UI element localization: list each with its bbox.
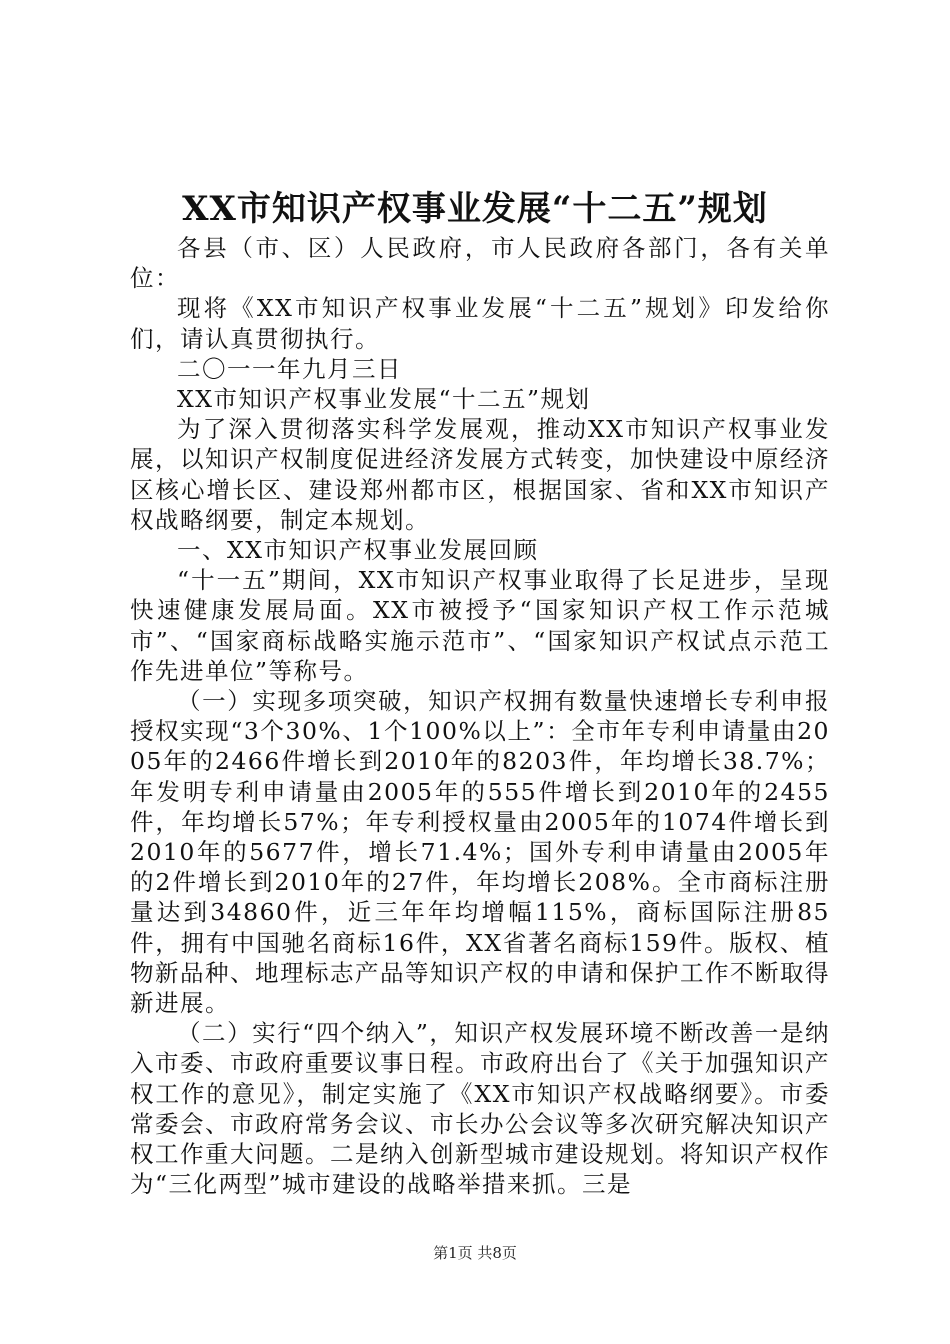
paragraph-review: “十一五”期间，XX市知识产权事业取得了长足进步，呈现快速健康发展局面。XX市被授予“国家知识产权工作示范城市”、“国家商标战略实施示范市”、“国家知识产权试点示范工作先进单位”等称号。 (130, 566, 830, 685)
document-body (130, 233, 830, 1200)
document-title: XX市知识产权事业发展“十二五”规划 (182, 189, 768, 229)
page-footer: 第1页 共8页 (433, 1244, 517, 1262)
section-heading-review: 一、XX市知识产权事业发展回顾 (177, 536, 539, 565)
paragraph-intro: 为了深入贯彻落实科学发展观，推动XX市知识产权事业发展，以知识产权制度促进经济发展方式转变，加快建设中原经济区核心增长区、建设郑州都市区，根据国家、省和XX市知识产权战略纲要，制定本规划。 (130, 415, 830, 534)
paragraph-breakthroughs: （一）实现多项突破，知识产权拥有数量快速增长专利申报授权实现“3个30%、1个100%以上”：全市年专利申请量由2005年的2466件增长到2010年的8203件，年均增长38.7%；年发明专利申请量由2005年的555件增长到2010年的2455件，年均增长57%；年专利授权量由2005年的1074件增长到2010年的5677件，增长71.4%；国外专利申请量由2005年的2件增长到2010年的27件，年均增长208%。全市商标注册量达到34860件，近三年年均增幅115%，商标国际注册85件，拥有中国驰名商标16件，XX省著名商标159件。版权、植物新品种、地理标志产品等知识产权的申请和保护工作不断取得新进展。 (130, 687, 830, 1018)
paragraph-salutation: 各县（市、区）人民政府，市人民政府各部门，各有关单位： (130, 234, 830, 293)
paragraph-subtitle: XX市知识产权事业发展“十二五”规划 (177, 385, 591, 414)
paragraph-notice: 现将《XX市知识产权事业发展“十二五”规划》印发给你们，请认真贯彻执行。 (130, 294, 830, 353)
paragraph-date: 二〇一一年九月三日 (177, 354, 402, 383)
paragraph-environment: （二）实行“四个纳入”，知识产权发展环境不断改善一是纳入市委、市政府重要议事日程。市政府出台了《关于加强知识产权工作的意见》，制定实施了《XX市知识产权战略纲要》。市委常委会、市政府常务会议、市长办公会议等多次研究解决知识产权工作重大问题。二是纳入创新型城市建设规划。将知识产权作为“三化两型”城市建设的战略举措来抓。三是 (130, 1019, 830, 1199)
